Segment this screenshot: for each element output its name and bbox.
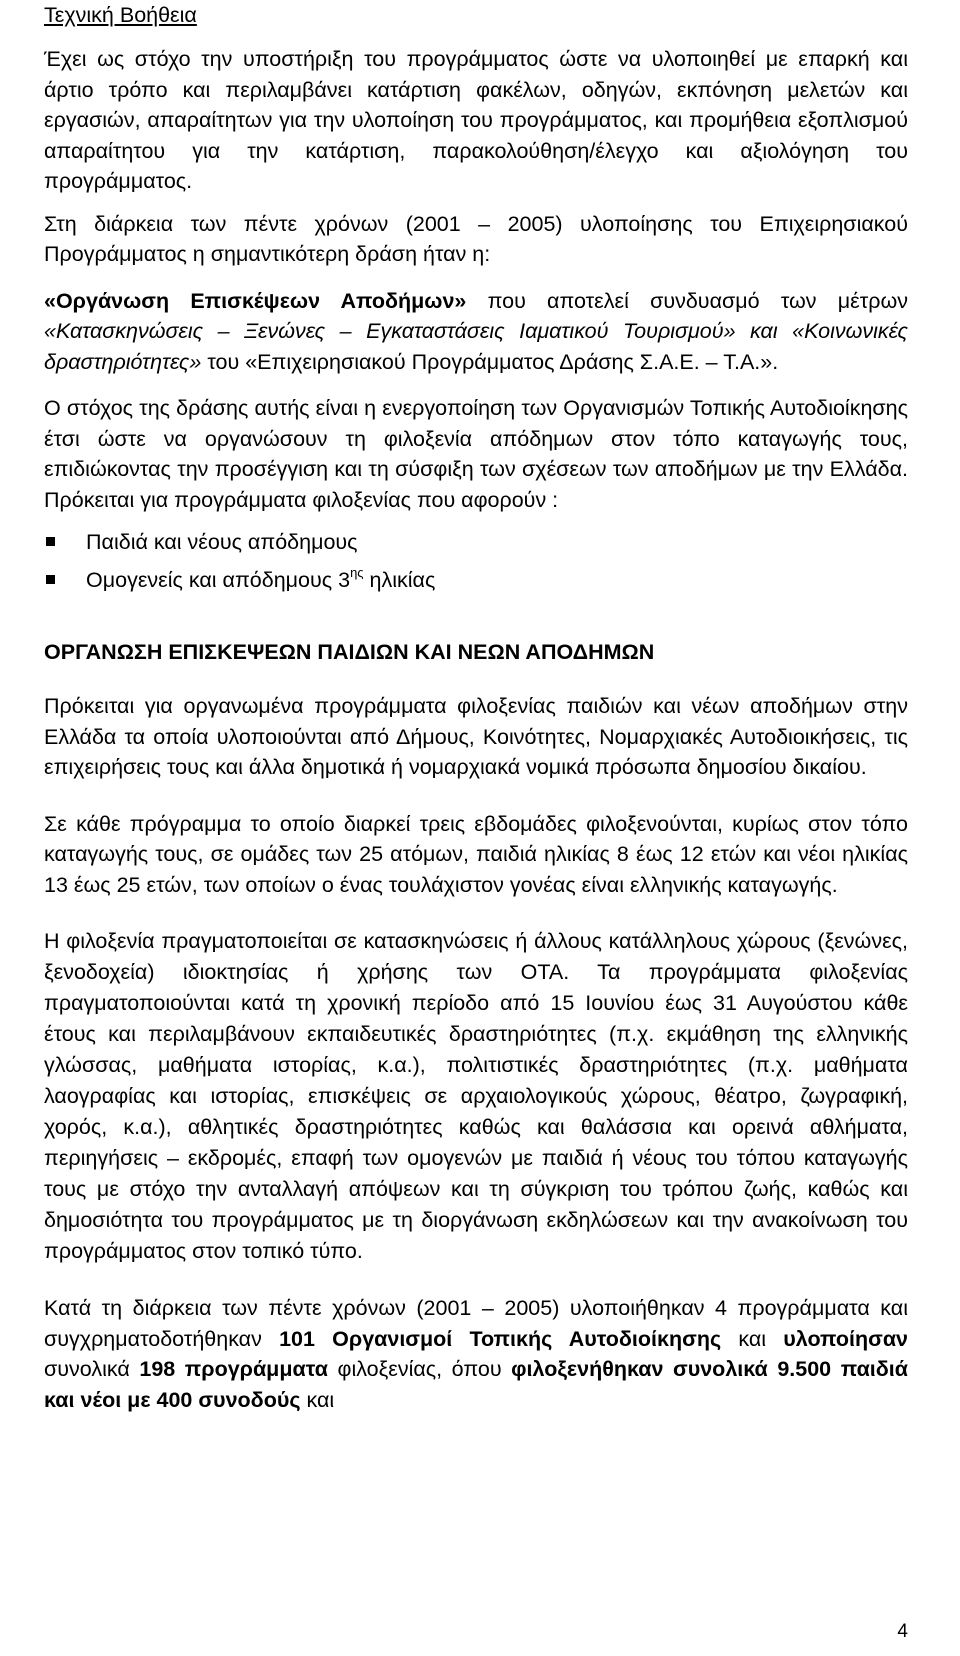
bullet-item — [44, 565, 908, 595]
bullet-text-after: ηλικίας — [363, 568, 436, 592]
bullet-text: Παιδιά και νέους απόδημους — [86, 530, 358, 554]
bullet-item — [44, 527, 908, 557]
paragraph-programs: Πρόκειται για οργανωμένα προγράμματα φιλοξενίας παιδιών και νέων αποδήμων στην Ελλάδα τα οποία υλοποιούνται από Δήμους, Κοινότητες, Νομαρχιακές Αυτοδιοικήσεις, τις επιχειρήσεις τους και άλλα δημοτικά ή νομαρχιακά νομικά πρόσωπα δημοσίου δικαίου. — [44, 694, 908, 779]
results-bold-2: υλοποίησαν — [783, 1326, 909, 1351]
section-heading-technical-support: Τεχνική Βοήθεια — [44, 3, 197, 27]
action-text-1: που αποτελεί συνδυασμό των μέτρων — [466, 288, 908, 313]
square-bullet-icon — [46, 537, 55, 546]
paragraph-period: Στη διάρκεια των πέντε χρόνων (2001 – 2005) υλοποίησης του Επιχειρησιακού Προγράμματος η σημαντικότερη δράση ήταν η: — [44, 211, 908, 266]
page-number: 4 — [897, 1621, 908, 1642]
square-bullet-icon — [46, 575, 55, 584]
paragraph-duration: Σε κάθε πρόγραμμα το οποίο διαρκεί τρεις εβδομάδες φιλοξενούνται, κυρίως στον τόπο καταγωγής τους, σε ομάδες των 25 ατόμων, παιδιά ηλικίας 8 έως 12 ετών και νέοι ηλικίας 13 έως 25 ετών, των οποίων ο ένας τουλάχιστον γονέας είναι ελληνικής καταγωγής. — [44, 811, 908, 897]
action-text-2: του «Επιχειρησιακού Προγράμματος Δράσης Σ.Α.Ε. – Τ.Α.». — [201, 349, 779, 374]
results-text-5: και — [300, 1387, 335, 1412]
action-name: «Οργάνωση Επισκέψεων Αποδήμων» — [44, 288, 467, 313]
section-title: ΟΡΓΑΝΩΣΗ ΕΠΙΣΚΕΨΕΩΝ ΠΑΙΔΙΩΝ ΚΑΙ ΝΕΩΝ ΑΠΟΔΗΜΩΝ — [44, 640, 655, 664]
results-text-1: Κατά τη διάρκεια των πέντε χρόνων (2001 – 2005) υλοποιήθηκαν 4 προγράμματα και συγχρηματοδοτήθηκαν — [44, 1296, 908, 1351]
action-measures: «Κατασκηνώσεις – Ξενώνες – Εγκαταστάσεις Ιαματικού Τουρισμού» και «Κοινωνικές δραστηριότητες» — [44, 319, 908, 374]
results-bold-3: 198 προγράμματα — [139, 1357, 328, 1381]
paragraph-intro: Έχει ως στόχο την υποστήριξη του προγράμματος ώστε να υλοποιηθεί με επαρκή και άρτιο τρόπο και περιλαμβάνει κατάρτιση φακέλων, οδηγών, εκπόνηση μελετών και εργασιών, απαραίτητων για την υλοποίηση του προγράμματος, και προμήθεια εξοπλισμού απαραίτητου για την κατάρτιση, παρακολούθηση/έλεγχο και αξιολόγηση του προγράμματος. — [44, 47, 908, 193]
bullet-text: Ομογενείς και απόδημους 3 — [86, 568, 351, 592]
bullet-list — [44, 527, 908, 595]
bullet-superscript: ης — [350, 565, 364, 580]
results-text-4: φιλοξενίας, όπου — [327, 1357, 512, 1381]
results-bold-4: φιλοξενήθηκαν συνολικά 9.500 παιδιά και νέοι με 400 συνοδούς — [44, 1357, 908, 1412]
results-text-2: και — [721, 1326, 784, 1351]
paragraph-results — [44, 1293, 908, 1415]
paragraph-goal: Ο στόχος της δράσης αυτής είναι η ενεργοποίηση των Οργανισμών Τοπικής Αυτοδιοίκησης έτσι ώστε να οργανώσουν τη φιλοξενία απόδημων στον τόπο καταγωγής τους, επιδιώκοντας την προσέγγιση και τη σύσφιξη των σχέσεων των αποδήμων με την Ελλάδα. Πρόκειται για προγράμματα φιλοξενίας που αφορούν : — [44, 396, 908, 512]
results-text-3: συνολικά — [44, 1357, 140, 1381]
paragraph-hosting: Η φιλοξενία πραγματοποιείται σε κατασκηνώσεις ή άλλους κατάλληλους χώρους (ξενώνες, ξενοδοχεία) ιδιοκτησίας ή χρήσης των ΟΤΑ. Τα προγράμματα φιλοξενίας πραγματοποιούνται κατά τη χρονική περίοδο από 15 Ιουνίου έως 31 Αυγούστου κάθε έτους και περιλαμβάνουν εκπαιδευτικές δραστηριότητες (π.χ. εκμάθηση της ελληνικής γλώσσας, μαθήματα ιστορίας, κ.α.), πολιτιστικές δραστηριότητες (π.χ. μαθήματα λαογραφίας και ιστορίας, επισκέψεις σε αρχαιολογικούς χώρους, θέατρο, ζωγραφική, χορός, κ.α.), αθλητικές δραστηριότητες καθώς και θαλάσσια και ορεινά αθλήματα, περιηγήσεις – εκδρομές, επαφή των ομογενών με παιδιά ή νέους του τόπου καταγωγής τους με στόχο την ανταλλαγή απόψεων και τη σύγκριση του τρόπου ζωής, καθώς και δημοσιότητα του προγράμματος με τη διοργάνωση εκδηλώσεων και την ανακοίνωση του προγράμματος στον τοπικό τύπο. — [44, 929, 908, 1263]
paragraph-main-action — [44, 286, 908, 378]
results-bold-1: 101 Οργανισμοί Τοπικής Αυτοδιοίκησης — [279, 1326, 722, 1351]
